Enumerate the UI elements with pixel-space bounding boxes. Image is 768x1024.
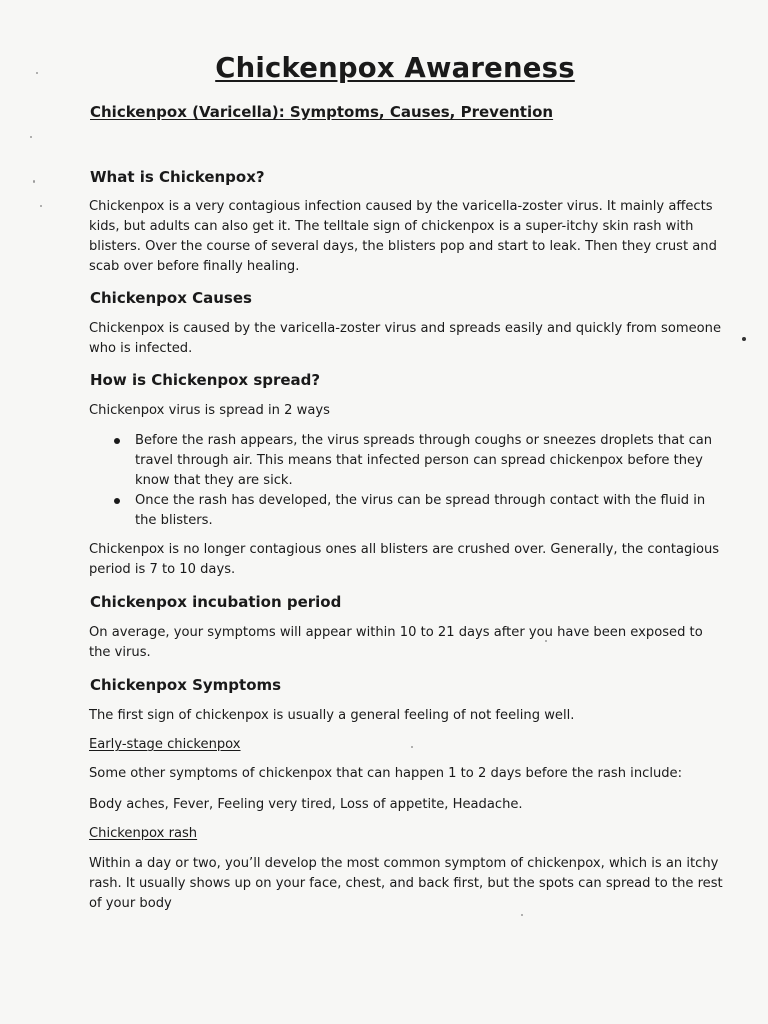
paragraph-rash (89, 854, 723, 914)
heading-symptoms: Chickenpox Symptoms (90, 676, 282, 694)
list-item (135, 491, 712, 531)
spread-bullet-list (135, 431, 712, 531)
paragraph-spread-outro (89, 540, 720, 580)
paragraph-early-stage: Some other symptoms of chickenpox that can happen 1 to 2 days before the rash include: (89, 766, 683, 781)
list-item (135, 431, 712, 491)
paragraph-line: Chickenpox is a very contagious infection caused by the varicella-zoster virus. It mainly affects (89, 199, 713, 214)
paragraph-line: kids, but adults can also get it. The telltale sign of chickenpox is a super-itchy skin rash with (89, 219, 694, 234)
heading-causes: Chickenpox Causes (90, 289, 252, 307)
list-item-line: Before the rash appears, the virus spreads through coughs or sneezes droplets that can (135, 433, 713, 448)
label-chickenpox-rash: Chickenpox rash (89, 826, 198, 841)
paragraph-what-is (89, 197, 717, 277)
paragraph-line: the virus. (89, 645, 151, 660)
scan-speck (411, 746, 413, 748)
document-title: Chickenpox Awareness (215, 52, 575, 84)
heading-spread: How is Chickenpox spread? (90, 371, 321, 389)
paragraph-line: On average, your symptoms will appear within 10 to 21 days after you have been exposed to (89, 625, 703, 640)
paragraph-incubation (89, 623, 709, 663)
scan-speck (33, 180, 35, 183)
paragraph-line: Within a day or two, you’ll develop the most common symptom of chickenpox, which is an itchy (89, 856, 719, 871)
paragraph-spread-intro: Chickenpox virus is spread in 2 ways (89, 403, 330, 418)
paragraph-line: Chickenpox is no longer contagious ones all blisters are crushed over. Generally, the contagious (89, 542, 720, 557)
paragraph-line: who is infected. (89, 341, 193, 356)
paragraph-symptoms-intro: The first sign of chickenpox is usually a general feeling of not feeling well. (89, 708, 575, 723)
list-item-line: Once the rash has developed, the virus can be spread through contact with the fluid in (135, 493, 706, 508)
paragraph-line: Chickenpox is caused by the varicella-zoster virus and spreads easily and quickly from someone (89, 321, 722, 336)
list-item-line: the blisters. (135, 513, 213, 528)
paragraph-line: of your body (89, 896, 172, 911)
paragraph-line: period is 7 to 10 days. (89, 562, 236, 577)
paragraph-causes (89, 319, 722, 359)
document-subtitle: Chickenpox (Varicella): Symptoms, Causes, Prevention (90, 103, 554, 121)
paragraph-line: scab over before finally healing. (89, 259, 300, 274)
scan-speck (30, 136, 32, 138)
heading-incubation: Chickenpox incubation period (90, 593, 342, 611)
scan-speck (40, 205, 42, 207)
label-early-stage: Early-stage chickenpox (89, 737, 241, 752)
paragraph-line: blisters. Over the course of several days, the blisters pop and start to leak. Then they crust and (89, 239, 717, 254)
scan-speck (521, 914, 523, 916)
scan-speck (742, 337, 746, 341)
paragraph-early-symptom-list: Body aches, Fever, Feeling very tired, Loss of appetite, Headache. (89, 797, 523, 812)
heading-what-is: What is Chickenpox? (90, 168, 265, 186)
list-item-line: know that they are sick. (135, 473, 293, 488)
list-item-line: travel through air. This means that infected person can spread chickenpox before they (135, 453, 703, 468)
paragraph-line: rash. It usually shows up on your face, chest, and back first, but the spots can spread to the rest (89, 876, 723, 891)
